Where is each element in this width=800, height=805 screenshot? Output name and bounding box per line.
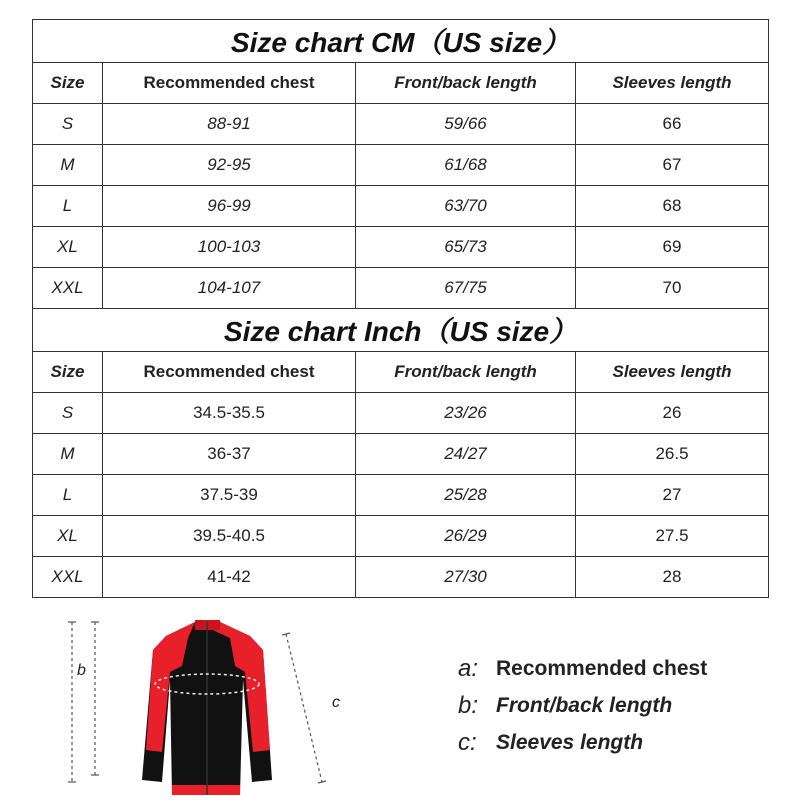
cell-chest: 36-37 xyxy=(103,434,356,475)
table-row xyxy=(33,393,769,434)
cell-chest: 92-95 xyxy=(103,145,356,186)
cell-size: M xyxy=(33,434,103,475)
table-row xyxy=(33,434,769,475)
cell-length: 25/28 xyxy=(356,475,576,516)
table-row xyxy=(33,516,769,557)
legend-key: b: xyxy=(458,691,479,719)
table-row xyxy=(33,145,769,186)
cell-sleeves: 28 xyxy=(576,557,769,598)
label-c: c xyxy=(332,694,340,711)
table-row xyxy=(33,268,769,309)
cell-chest: 88-91 xyxy=(103,104,356,145)
label-a: a xyxy=(140,654,151,674)
col-header-size: Size xyxy=(33,63,103,104)
cell-sleeves: 67 xyxy=(576,145,769,186)
legend-text: Front/back length xyxy=(496,693,673,717)
cell-sleeves: 26 xyxy=(576,393,769,434)
cell-sleeves: 27.5 xyxy=(576,516,769,557)
cell-chest: 96-99 xyxy=(103,186,356,227)
cell-sleeves: 27 xyxy=(576,475,769,516)
table-row xyxy=(33,227,769,268)
cell-chest: 100-103 xyxy=(103,227,356,268)
cell-sleeves: 69 xyxy=(576,227,769,268)
cell-size: S xyxy=(33,393,103,434)
header-row xyxy=(33,352,769,393)
cell-size: L xyxy=(33,186,103,227)
cell-length: 27/30 xyxy=(356,557,576,598)
col-header-chest: Recommended chest xyxy=(103,352,356,393)
cell-size: XXL xyxy=(33,557,103,598)
cell-sleeves: 26.5 xyxy=(576,434,769,475)
cell-sleeves: 68 xyxy=(576,186,769,227)
measurement-legend xyxy=(458,650,707,761)
cell-size: XXL xyxy=(33,268,103,309)
cell-chest: 39.5-40.5 xyxy=(103,516,356,557)
chart-title: Size chart CM（US size） xyxy=(33,20,769,63)
size-chart-cm xyxy=(32,19,769,309)
cell-sleeves: 66 xyxy=(576,104,769,145)
cell-size: L xyxy=(33,475,103,516)
cell-length: 67/75 xyxy=(356,268,576,309)
jersey-measurement-diagram xyxy=(60,610,400,800)
header-row xyxy=(33,63,769,104)
cell-length: 61/68 xyxy=(356,145,576,186)
cell-length: 63/70 xyxy=(356,186,576,227)
cell-length: 24/27 xyxy=(356,434,576,475)
cell-chest: 37.5-39 xyxy=(103,475,356,516)
col-header-sleeves: Sleeves length xyxy=(576,352,769,393)
col-header-chest: Recommended chest xyxy=(103,63,356,104)
table-row xyxy=(33,186,769,227)
cell-chest: 41-42 xyxy=(103,557,356,598)
cell-length: 23/26 xyxy=(356,393,576,434)
legend-key: c: xyxy=(458,728,477,756)
table-row xyxy=(33,557,769,598)
cell-length: 59/66 xyxy=(356,104,576,145)
chart-title: Size chart Inch（US size） xyxy=(33,309,769,352)
col-header-length: Front/back length xyxy=(356,352,576,393)
cell-size: XL xyxy=(33,227,103,268)
cell-size: S xyxy=(33,104,103,145)
col-header-length: Front/back length xyxy=(356,63,576,104)
legend-key: a: xyxy=(458,654,479,682)
legend-item xyxy=(458,687,707,724)
legend-text: Sleeves length xyxy=(496,730,644,754)
size-chart-inch xyxy=(32,308,769,598)
table-row xyxy=(33,104,769,145)
table-row xyxy=(33,475,769,516)
col-header-sleeves: Sleeves length xyxy=(576,63,769,104)
cell-size: M xyxy=(33,145,103,186)
cell-length: 65/73 xyxy=(356,227,576,268)
jersey-icon xyxy=(60,610,400,800)
cell-chest: 34.5-35.5 xyxy=(103,393,356,434)
legend-item xyxy=(458,724,707,761)
legend-text: Recommended chest xyxy=(496,656,708,680)
col-header-size: Size xyxy=(33,352,103,393)
cell-sleeves: 70 xyxy=(576,268,769,309)
label-b: b xyxy=(77,662,86,679)
legend-item xyxy=(458,650,707,687)
cell-length: 26/29 xyxy=(356,516,576,557)
cell-chest: 104-107 xyxy=(103,268,356,309)
cell-size: XL xyxy=(33,516,103,557)
